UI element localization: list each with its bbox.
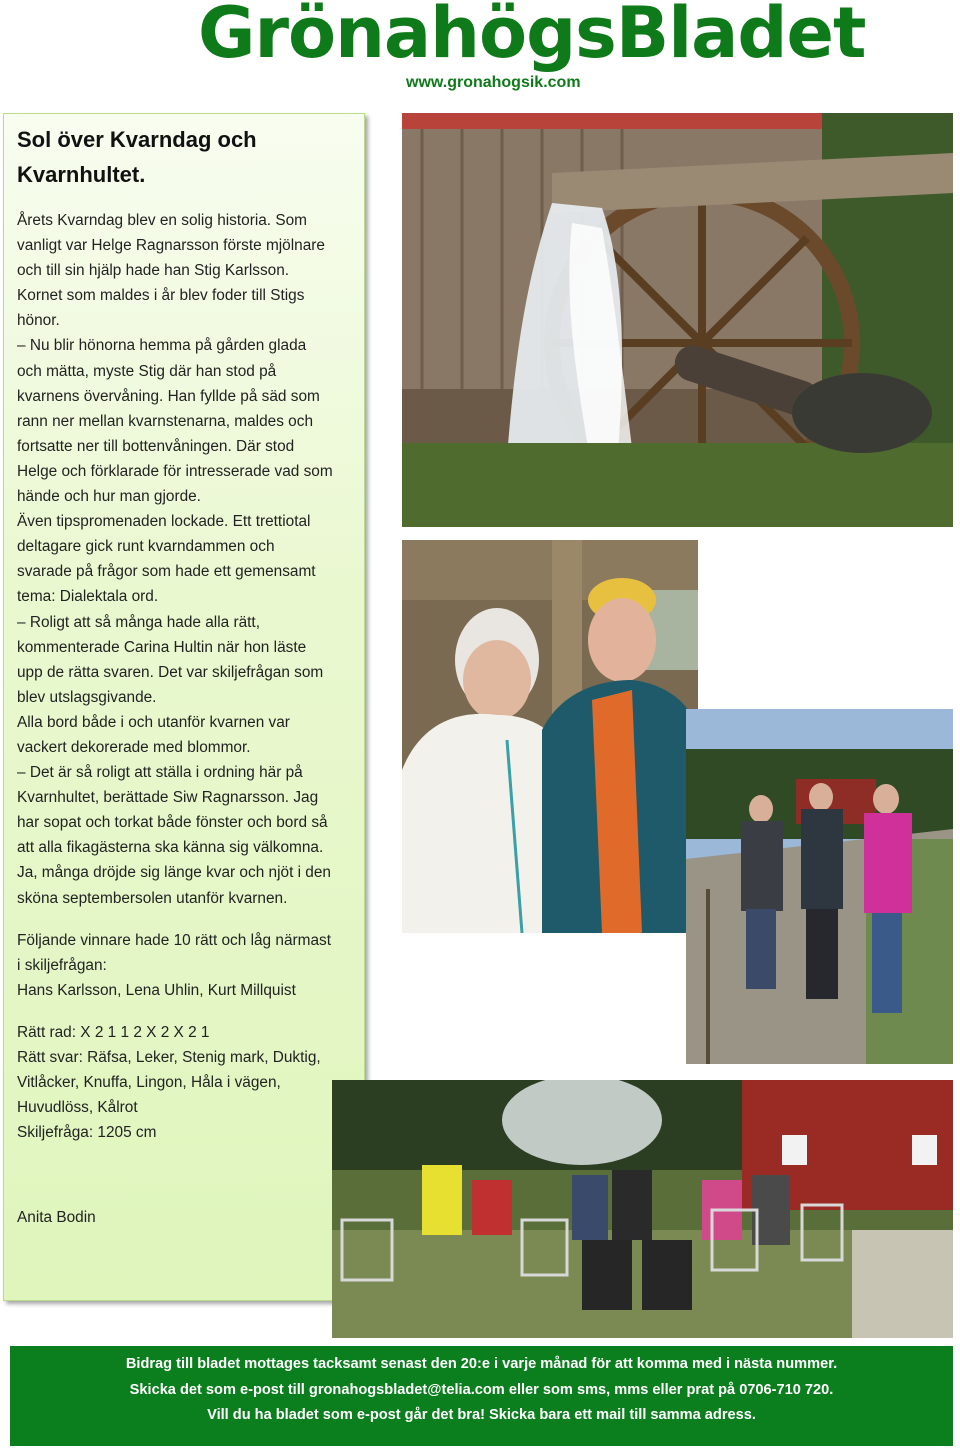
body-line: Kvarnhultet, berättade Siw Ragnarsson. Jag: [17, 789, 319, 807]
body-line: – Det är så roligt att ställa i ordning här på: [17, 764, 303, 782]
winners-line: Hans Karlsson, Lena Uhlin, Kurt Millquist: [17, 981, 296, 999]
body-line: sköna septembersolen utanför kvarnen.: [17, 889, 288, 907]
body-line: Helge och förklarade för intresserade vad som: [17, 462, 333, 480]
body-line: hönor.: [17, 312, 60, 330]
article-body: [17, 208, 356, 1230]
body-line: vanligt var Helge Ragnarsson förste mjölnare: [17, 237, 325, 255]
body-line: Årets Kvarndag blev en solig historia. Som: [17, 212, 308, 229]
body-line: Även tipspromenaden lockade. Ett trettiotal: [17, 513, 311, 531]
winners-line: Följande vinnare hade 10 rätt och låg närmast: [17, 931, 331, 949]
body-line: Kornet som maldes i år blev foder till Stigs: [17, 287, 305, 305]
photo-outdoor-gathering: [332, 1080, 953, 1338]
photo-couple: [402, 540, 698, 933]
footer-line-3: Vill du ha bladet som e-post går det bra! Skicka bara ett mail till samma adress.: [207, 1407, 756, 1423]
body-line: och mätta, myste Stig där han stod på: [17, 362, 277, 380]
answers-line: Huvudlöss, Kålrot: [17, 1099, 138, 1117]
body-line: fortsatte ner till bottenvåningen. Där stod: [17, 437, 295, 455]
body-line: hände och hur man gjorde.: [17, 488, 201, 506]
headline-line-2: Kvarnhultet.: [17, 162, 146, 187]
answers-line: Skiljefråga: 1205 cm: [17, 1124, 157, 1142]
body-line: deltagare gick runt kvarndammen och: [17, 538, 275, 556]
body-line: att alla fikagästerna ska känna sig välkomna.: [17, 839, 324, 857]
body-line: Ja, många dröjde sig länge kvar och njöt i den: [17, 864, 331, 882]
website-link[interactable]: www.gronahogsik.com: [406, 74, 581, 91]
body-line: kommenterade Carina Hultin när hon läste: [17, 638, 307, 656]
footer-banner: [10, 1346, 953, 1446]
article-content: [17, 122, 356, 1230]
article-headline: [17, 122, 356, 192]
body-line: kvarnens övervåning. Han fyllde på säd som: [17, 387, 320, 405]
body-line: svarade på frågor som hade ett gemensamt: [17, 563, 316, 581]
answers-line: Rätt svar: Räfsa, Leker, Stenig mark, Duktig,: [17, 1049, 321, 1066]
body-line: rann ner mellan kvarnstenarna, maldes och: [17, 412, 313, 430]
headline-line-1: Sol över Kvarndag och: [17, 127, 257, 152]
body-line: och till sin hjälp hade han Stig Karlsson.: [17, 262, 290, 280]
body-line: – Nu blir hönorna hemma på gården glada: [17, 337, 307, 355]
newsletter-title: GrönahögsBladet: [198, 0, 866, 74]
winners-line: i skiljefrågan:: [17, 956, 107, 974]
body-line: Alla bord både i och utanför kvarnen var: [17, 713, 290, 731]
photo-water-wheel: [402, 113, 953, 527]
answers-line: Rätt rad: X 2 1 1 2 X 2 X 2 1: [17, 1023, 210, 1041]
body-line: upp de rätta svaren. Det var skiljefrågan som: [17, 663, 324, 681]
footer-line-1: Bidrag till bladet mottages tacksamt senast den 20:e i varje månad för att komma med i nästa nummer.: [125, 1356, 838, 1372]
footer-line-2: Skicka det som e-post till gronahogsbladet@telia.com eller som sms, mms eller prat på 0706-710 720.: [129, 1381, 834, 1398]
article-box: [3, 113, 365, 1301]
body-line: vackert dekorerade med blommor.: [17, 738, 251, 756]
article-author: Anita Bodin: [17, 1209, 96, 1227]
photo-road-group: [686, 709, 953, 1064]
answers-line: Vitlåcker, Knuffa, Lingon, Håla i vägen,: [17, 1074, 281, 1092]
body-line: tema: Dialektala ord.: [17, 588, 159, 606]
body-line: – Roligt att så många hade alla rätt,: [17, 613, 260, 631]
body-line: blev utslagsgivande.: [17, 688, 157, 706]
body-line: har sopat och torkat både fönster och bord så: [17, 814, 328, 832]
